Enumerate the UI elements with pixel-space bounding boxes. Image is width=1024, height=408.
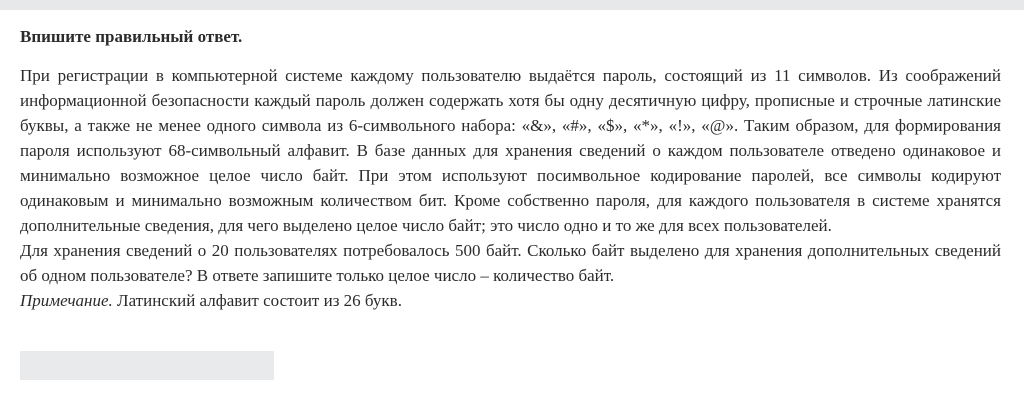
task-text	[20, 63, 1001, 313]
note-label: Примечание.	[20, 291, 113, 310]
note-text: Латинский алфавит состоит из 26 букв.	[112, 291, 402, 310]
answer-input[interactable]	[20, 351, 274, 380]
task-paragraph-1: При регистрации в компьютерной системе каждому пользователю выдаётся пароль, состоящий из 11 символов. Из соображений информационной безопасности каждый пароль должен содержать хотя бы одну десятичную цифру, прописные и строчные латинские буквы, а также не менее одного символа из 6-символьного набора: «&», «#», «$», «*», «!», «@». Таким образом, для формирования пароля используют 68-символьный алфавит. В базе данных для хранения сведений о каждом пользователе отведено одинаковое и минимально возможное целое число байт. При этом используют посимвольное кодирование паролей, все символы кодируют одинаковым и минимально возможным количеством бит. Кроме собственно пароля, для каждого пользователя в системе хранятся дополнительные сведения, для чего выделено целое число байт; это число одно и то же для всех пользователей.	[20, 66, 1001, 235]
task-instruction: Впишите правильный ответ.	[20, 27, 243, 46]
top-bar	[0, 0, 1024, 10]
task-container	[20, 26, 1001, 313]
task-note	[20, 288, 1001, 313]
task-paragraph-2: Для хранения сведений о 20 пользователях потребовалось 500 байт. Сколько байт выделено для хранения дополнительных сведений об одном пользователе? В ответе запишите только целое число – количество байт.	[20, 241, 1001, 285]
